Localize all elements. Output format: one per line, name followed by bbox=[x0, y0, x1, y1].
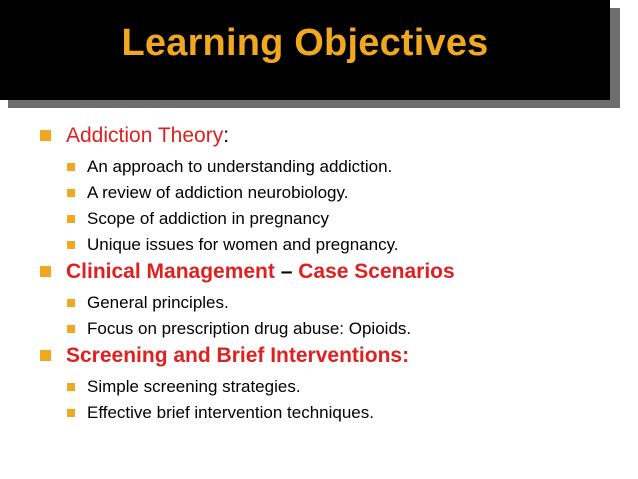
section-addiction-theory bbox=[0, 122, 638, 150]
square-bullet-icon bbox=[67, 383, 75, 391]
square-bullet-icon bbox=[67, 241, 75, 249]
square-bullet-icon bbox=[67, 299, 75, 307]
list-item bbox=[0, 316, 638, 342]
list-item bbox=[0, 180, 638, 206]
slide-content bbox=[0, 122, 638, 426]
list-item-text: General principles. bbox=[87, 293, 229, 312]
list-item bbox=[0, 206, 638, 232]
list-item bbox=[0, 374, 638, 400]
square-bullet-icon bbox=[40, 350, 51, 361]
section-heading: Screening and Brief Interventions: bbox=[66, 344, 410, 367]
list-item bbox=[0, 400, 638, 426]
square-bullet-icon bbox=[67, 163, 75, 171]
list-item bbox=[0, 290, 638, 316]
section-heading-part2: Case Scenarios bbox=[298, 260, 455, 283]
list-item bbox=[0, 232, 638, 258]
section-heading-separator: – bbox=[274, 260, 299, 283]
section-heading-suffix: : bbox=[223, 124, 230, 147]
title-band-shadow-right bbox=[610, 8, 620, 108]
section-clinical-management bbox=[0, 258, 638, 286]
section-heading: Addiction Theory bbox=[66, 124, 224, 147]
list-item-text: Unique issues for women and pregnancy. bbox=[87, 235, 399, 254]
list-item-text: Focus on prescription drug abuse: Opioids. bbox=[87, 319, 412, 338]
square-bullet-icon bbox=[67, 189, 75, 197]
list-item-text: Effective brief intervention techniques. bbox=[87, 403, 374, 422]
square-bullet-icon bbox=[67, 409, 75, 417]
list-item-text: Scope of addiction in pregnancy bbox=[87, 209, 329, 228]
slide-title: Learning Objectives bbox=[121, 22, 489, 64]
square-bullet-icon bbox=[40, 266, 51, 277]
section-screening-interventions bbox=[0, 342, 638, 370]
section-heading: Clinical Management bbox=[66, 260, 275, 283]
title-band-shadow-bottom bbox=[8, 100, 620, 108]
square-bullet-icon bbox=[67, 325, 75, 333]
list-item-text: A review of addiction neurobiology. bbox=[87, 183, 349, 202]
square-bullet-icon bbox=[40, 130, 51, 141]
list-item bbox=[0, 154, 638, 180]
square-bullet-icon bbox=[67, 215, 75, 223]
list-item-text: Simple screening strategies. bbox=[87, 377, 301, 396]
list-item-text: An approach to understanding addiction. bbox=[87, 157, 393, 176]
